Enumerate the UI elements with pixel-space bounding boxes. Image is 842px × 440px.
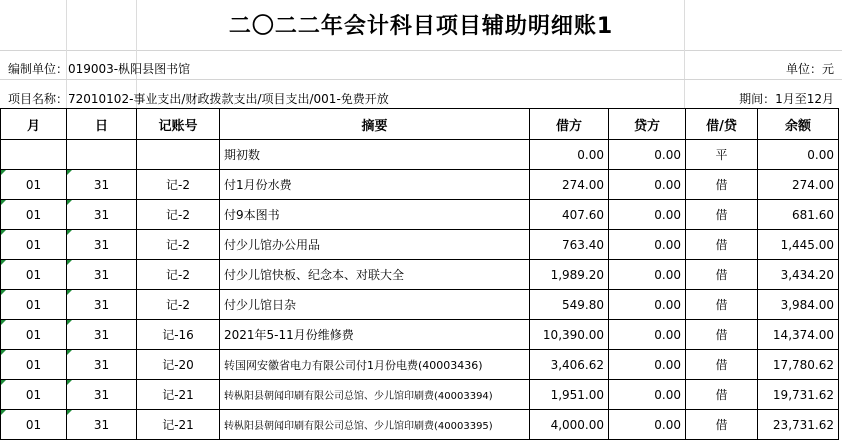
cell-summary[interactable]: 付1月份水费 [220, 170, 530, 200]
cell-month[interactable]: 01 [1, 170, 67, 200]
cell-comment-marker [67, 350, 72, 355]
cell-voucher[interactable]: 记-2 [137, 200, 220, 230]
cell-month[interactable]: 01 [1, 290, 67, 320]
cell-comment-marker [1, 200, 6, 205]
cell-voucher[interactable]: 记-21 [137, 410, 220, 440]
item-label: 项目名称：72010102-事业支出/财政拨款支出/项目支出/001-免费开放 [8, 92, 389, 106]
currency-unit: 单位：元 [785, 62, 834, 76]
cell-month[interactable]: 01 [1, 260, 67, 290]
cell-comment-marker [1, 260, 6, 265]
col-header-credit: 贷方 [609, 109, 686, 140]
cell-summary[interactable]: 转枞阳县朝闻印刷有限公司总馆、少儿馆印刷费(40003395) [220, 410, 530, 440]
cell-day[interactable]: 31 [67, 170, 137, 200]
cell-direction[interactable]: 借 [686, 350, 758, 380]
cell-debit[interactable]: 1,989.20 [530, 260, 609, 290]
cell-balance[interactable]: 14,374.00 [758, 320, 839, 350]
cell-credit[interactable]: 0.00 [609, 290, 686, 320]
table-row [1, 170, 839, 200]
table-row [1, 320, 839, 350]
col-header-day: 日 [67, 109, 137, 140]
cell-balance[interactable]: 19,731.62 [758, 380, 839, 410]
cell-balance[interactable]: 681.60 [758, 200, 839, 230]
cell-month[interactable]: 01 [1, 320, 67, 350]
cell-voucher[interactable]: 记-2 [137, 290, 220, 320]
cell-comment-marker [67, 380, 72, 385]
cell-comment-marker [1, 170, 6, 175]
col-header-direction: 借/贷 [686, 109, 758, 140]
cell-credit[interactable]: 0.00 [609, 200, 686, 230]
cell-comment-marker [1, 350, 6, 355]
cell-voucher[interactable] [137, 140, 220, 170]
cell-month[interactable]: 01 [1, 200, 67, 230]
cell-direction[interactable]: 借 [686, 230, 758, 260]
cell-month[interactable]: 01 [1, 350, 67, 380]
cell-comment-marker [67, 320, 72, 325]
cell-debit[interactable]: 10,390.00 [530, 320, 609, 350]
cell-balance[interactable]: 0.00 [758, 140, 839, 170]
cell-day[interactable]: 31 [67, 410, 137, 440]
cell-credit[interactable]: 0.00 [609, 380, 686, 410]
cell-credit[interactable]: 0.00 [609, 350, 686, 380]
cell-debit[interactable]: 3,406.62 [530, 350, 609, 380]
header-row [1, 109, 839, 140]
cell-credit[interactable]: 0.00 [609, 320, 686, 350]
cell-balance[interactable]: 3,434.20 [758, 260, 839, 290]
cell-direction[interactable]: 借 [686, 200, 758, 230]
cell-debit[interactable]: 763.40 [530, 230, 609, 260]
cell-voucher[interactable]: 记-21 [137, 380, 220, 410]
cell-voucher[interactable]: 记-2 [137, 230, 220, 260]
cell-direction[interactable]: 借 [686, 260, 758, 290]
cell-summary[interactable]: 付少儿馆办公用品 [220, 230, 530, 260]
cell-balance[interactable]: 3,984.00 [758, 290, 839, 320]
cell-balance[interactable]: 274.00 [758, 170, 839, 200]
table-row [1, 200, 839, 230]
cell-direction[interactable]: 借 [686, 410, 758, 440]
cell-day[interactable]: 31 [67, 290, 137, 320]
cell-day[interactable]: 31 [67, 320, 137, 350]
cell-direction[interactable]: 平 [686, 140, 758, 170]
cell-day[interactable]: 31 [67, 260, 137, 290]
cell-voucher[interactable]: 记-2 [137, 170, 220, 200]
cell-comment-marker [67, 200, 72, 205]
cell-month[interactable] [1, 140, 67, 170]
col-header-month: 月 [1, 109, 67, 140]
cell-comment-marker [1, 290, 6, 295]
cell-comment-marker [1, 230, 6, 235]
cell-comment-marker [67, 260, 72, 265]
ledger-table [0, 108, 839, 440]
cell-debit[interactable]: 4,000.00 [530, 410, 609, 440]
cell-comment-marker [67, 170, 72, 175]
cell-comment-marker [67, 410, 72, 415]
period-label: 期间：1月至12月 [739, 92, 834, 106]
title-row [0, 0, 842, 51]
unit-label: 编制单位：019003-枞阳县图书馆 [8, 62, 191, 76]
cell-voucher[interactable]: 记-20 [137, 350, 220, 380]
cell-balance[interactable]: 1,445.00 [758, 230, 839, 260]
cell-day[interactable]: 31 [67, 200, 137, 230]
cell-summary[interactable]: 转枞阳县朝闻印刷有限公司总馆、少儿馆印刷费(40003394) [220, 380, 530, 410]
cell-summary[interactable]: 期初数 [220, 140, 530, 170]
cell-day[interactable]: 31 [67, 380, 137, 410]
cell-comment-marker [1, 410, 6, 415]
cell-month[interactable]: 01 [1, 230, 67, 260]
cell-direction[interactable]: 借 [686, 380, 758, 410]
cell-month[interactable]: 01 [1, 410, 67, 440]
cell-credit[interactable]: 0.00 [609, 410, 686, 440]
cell-day[interactable] [67, 140, 137, 170]
col-header-debit: 借方 [530, 109, 609, 140]
cell-credit[interactable]: 0.00 [609, 170, 686, 200]
cell-direction[interactable]: 借 [686, 290, 758, 320]
cell-comment-marker [67, 290, 72, 295]
col-header-voucher: 记账号 [137, 109, 220, 140]
table-row [1, 410, 839, 440]
cell-credit[interactable]: 0.00 [609, 260, 686, 290]
col-header-balance: 余额 [758, 109, 839, 140]
page-title: 二〇二二年会计科目项目辅助明细账1 [228, 14, 614, 39]
cell-debit[interactable]: 0.00 [530, 140, 609, 170]
cell-summary[interactable]: 付少儿馆日杂 [220, 290, 530, 320]
opening-row [1, 140, 839, 170]
cell-summary[interactable]: 付9本图书 [220, 200, 530, 230]
cell-debit[interactable]: 549.80 [530, 290, 609, 320]
cell-direction[interactable]: 借 [686, 170, 758, 200]
table-row [1, 290, 839, 320]
cell-day[interactable]: 31 [67, 350, 137, 380]
item-info-row [0, 80, 842, 108]
cell-voucher[interactable]: 记-2 [137, 260, 220, 290]
cell-debit[interactable]: 1,951.00 [530, 380, 609, 410]
table-row [1, 230, 839, 260]
cell-day[interactable]: 31 [67, 230, 137, 260]
table-row [1, 380, 839, 410]
cell-balance[interactable]: 17,780.62 [758, 350, 839, 380]
cell-credit[interactable]: 0.00 [609, 230, 686, 260]
cell-credit[interactable]: 0.00 [609, 140, 686, 170]
cell-summary[interactable]: 转国网安徽省电力有限公司付1月份电费(40003436) [220, 350, 530, 380]
cell-comment-marker [1, 380, 6, 385]
cell-comment-marker [67, 230, 72, 235]
cell-balance[interactable]: 23,731.62 [758, 410, 839, 440]
cell-debit[interactable]: 407.60 [530, 200, 609, 230]
cell-voucher[interactable]: 记-16 [137, 320, 220, 350]
unit-info-row [0, 50, 842, 80]
table-row [1, 350, 839, 380]
cell-debit[interactable]: 274.00 [530, 170, 609, 200]
col-header-summary: 摘要 [220, 109, 530, 140]
cell-month[interactable]: 01 [1, 380, 67, 410]
cell-summary[interactable]: 2021年5-11月份维修费 [220, 320, 530, 350]
table-row [1, 260, 839, 290]
cell-summary[interactable]: 付少儿馆快板、纪念本、对联大全 [220, 260, 530, 290]
cell-comment-marker [1, 320, 6, 325]
cell-direction[interactable]: 借 [686, 320, 758, 350]
